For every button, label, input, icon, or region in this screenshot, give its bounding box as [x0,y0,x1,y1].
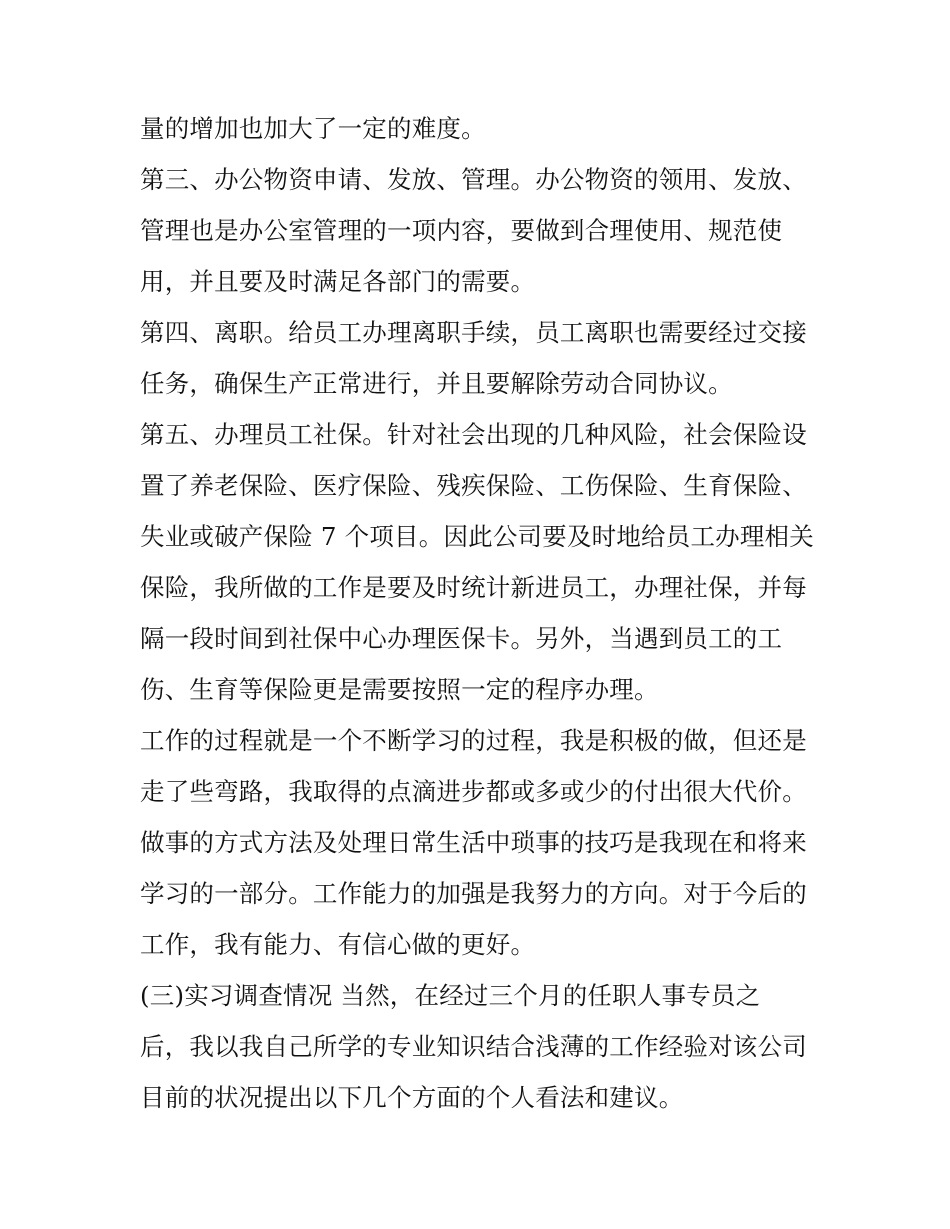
text-line: 第三、办公物资申请、发放、管理。办公物资的领用、发放、 [140,165,807,194]
text-line: 失业或破产保险 7 个项目。因此公司要及时地给员工办理相关 [140,522,814,551]
text-line: 走了些弯路，我取得的点滴进步都或多或少的付出很大代价。 [140,777,807,806]
text-line: 任务，确保生产正常进行，并且要解除劳动合同协议。 [140,369,733,398]
text-line: 隔一段时间到社保中心办理医保卡。另外，当遇到员工的工 [140,624,783,653]
text-line: 管理也是办公室管理的一项内容，要做到合理使用、规范使 [140,216,783,245]
text-line: 第五、办理员工社保。针对社会出现的几种风险，社会保险设 [140,420,807,449]
text-line: 后，我以我自己所学的专业知识结合浅薄的工作经验对该公司 [140,1032,807,1061]
text-line: 量的增加也加大了一定的难度。 [140,114,486,143]
text-line: 学习的一部分。工作能力的加强是我努力的方向。对于今后的 [140,879,807,908]
text-line: 第四、离职。给员工办理离职手续，员工离职也需要经过交接 [140,318,807,347]
text-line: 工作的过程就是一个不断学习的过程，我是积极的做，但还是 [140,726,807,755]
text-line: 目前的状况提出以下几个方面的个人看法和建议。 [140,1083,684,1112]
text-line: 做事的方式方法及处理日常生活中琐事的技巧是我现在和将来 [140,828,807,857]
text-line: 置了养老保险、医疗保险、残疾保险、工伤保险、生育保险、 [140,471,807,500]
text-line: 保险，我所做的工作是要及时统计新进员工，办理社保，并每 [140,573,807,602]
text-line: 用，并且要及时满足各部门的需要。 [140,267,536,296]
body-text [140,108,820,1128]
text-line: (三)实习调查情况 当然，在经过三个月的任职人事专员之 [140,981,761,1010]
text-line: 伤、生育等保险更是需要按照一定的程序办理。 [140,675,659,704]
text-line: 工作，我有能力、有信心做的更好。 [140,930,536,959]
